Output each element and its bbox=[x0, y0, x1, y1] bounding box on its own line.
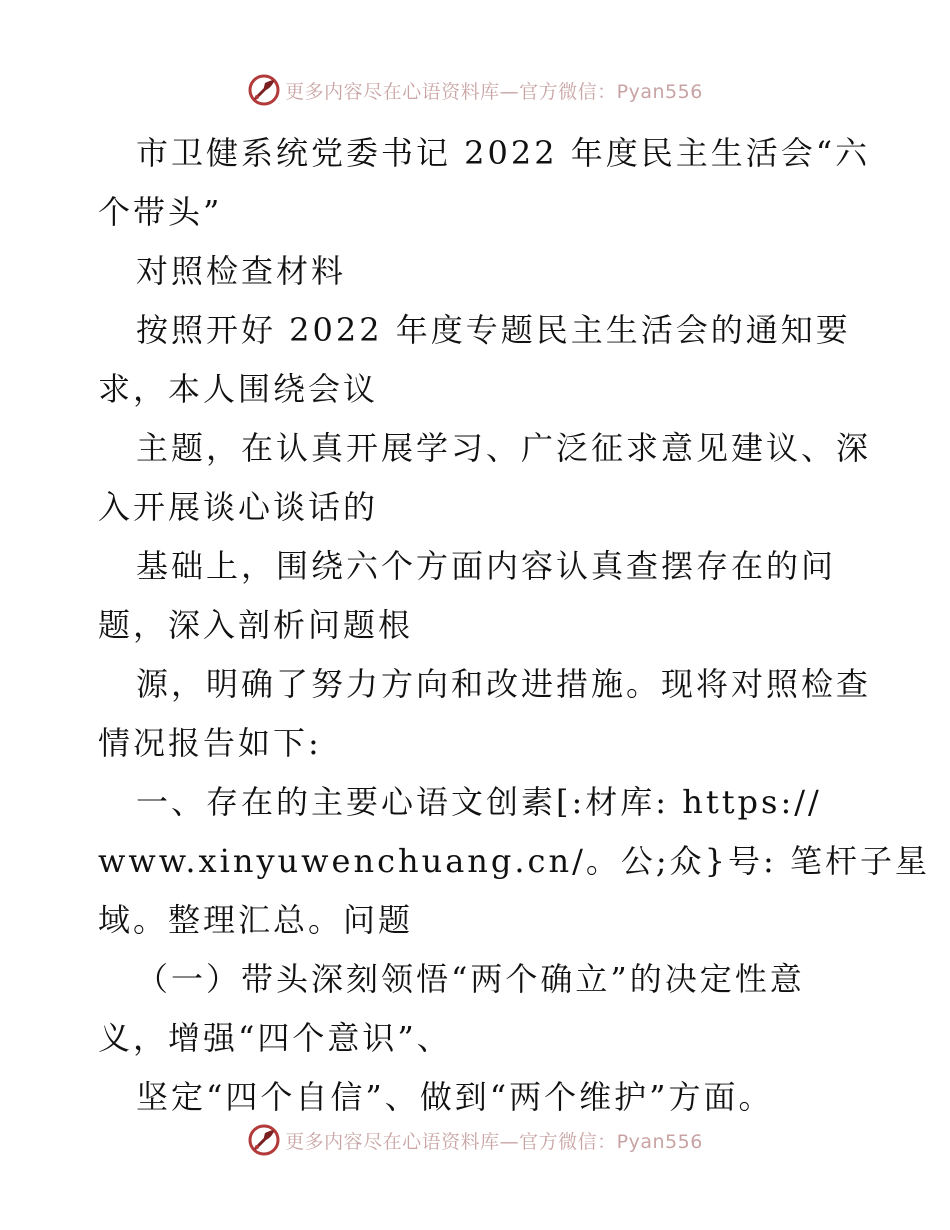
text-line: 入开展谈心谈话的 bbox=[98, 488, 379, 526]
text-line: 求，本人围绕会议 bbox=[98, 370, 379, 408]
text-line: 题，深入剖析问题根 bbox=[98, 606, 414, 644]
watermark-text: 更多内容尽在心语资料库—官方微信：Pyan556 bbox=[285, 80, 703, 103]
text-line: 坚定“四个自信”、做到“两个维护”方面。 bbox=[136, 1078, 774, 1116]
text-line: 源，明确了努力方向和改进措施。现将对照检查 bbox=[136, 665, 872, 703]
quill-logo-icon bbox=[247, 1123, 281, 1157]
footer-watermark-banner bbox=[0, 1120, 950, 1160]
quill-logo-icon bbox=[247, 73, 281, 107]
watermark-text: 更多内容尽在心语资料库—官方微信：Pyan556 bbox=[285, 1130, 703, 1153]
text-line: 主题，在认真开展学习、广泛征求意见建议、深 bbox=[136, 429, 872, 467]
header-watermark-banner bbox=[0, 70, 950, 110]
text-line: 对照检查材料 bbox=[136, 252, 347, 290]
text-line: 个带头” bbox=[98, 193, 223, 231]
text-line: www.xinyuwenchuang.cn/。公;众}号: 笔杆子星 bbox=[98, 842, 930, 880]
text-line: 情况报告如下: bbox=[98, 724, 322, 762]
text-line: （一）带头深刻领悟“两个确立”的决定性意 bbox=[136, 960, 805, 998]
text-line: 按照开好 2022 年度专题民主生活会的通知要 bbox=[136, 311, 851, 349]
document-body bbox=[98, 124, 930, 1127]
text-line: 市卫健系统党委书记 2022 年度民主生活会“六 bbox=[136, 134, 871, 172]
text-line: 一、存在的主要心语文创素[:材库: https:// bbox=[136, 783, 822, 821]
text-line: 域。整理汇总。问题 bbox=[98, 901, 414, 939]
text-line: 基础上，围绕六个方面内容认真查摆存在的问 bbox=[136, 547, 837, 585]
text-line: 义，增强“四个意识”、 bbox=[98, 1019, 452, 1057]
